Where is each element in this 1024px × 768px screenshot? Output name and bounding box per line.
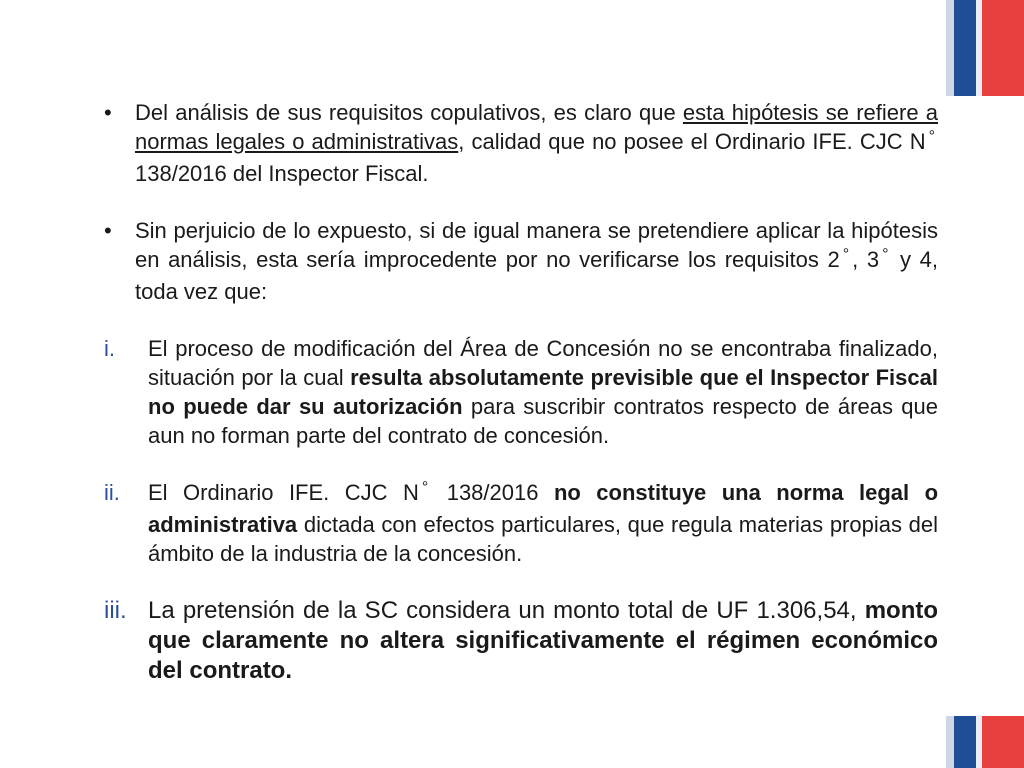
flag-decoration-top [946,0,1024,96]
bold-text: monto que claramente no altera significativamente el régimen económico del contrato. [148,597,938,684]
item-number: i. [104,336,115,361]
flag-decoration-bottom [946,716,1024,768]
bullet-icon: • [104,218,112,243]
bullet-icon: • [104,100,112,125]
flag-shade [946,716,954,768]
degree-symbol: ° [928,128,935,145]
bold-text: no constituye una norma legal o administrativa [148,480,939,537]
degree-symbol: ° [842,246,850,263]
bold-text: resulta absolutamente previsible que el Inspector Fiscal no puede dar su autorización [148,365,938,419]
bullet-paragraph-1 [104,98,938,188]
underlined-text: esta hipótesis se refiere a normas legales o administrativas [135,100,938,154]
bullet-text: Sin perjuicio de lo expuesto, si de igual manera se pretendiere aplicar la hipótesis en análisis, esta sería improcedente por no verificarse los requisitos 2 ° , 3 ° y 4, toda vez que: [135,218,939,304]
numbered-item-ii [104,478,938,568]
degree-symbol: ° [882,246,889,263]
slide-content [104,98,938,714]
flag-shade [946,0,954,96]
numbered-item-iii [104,596,938,686]
item-number: ii. [104,480,120,505]
item-text: La pretensión de la SC considera un monto total de UF 1.306,54, monto que claramente no altera significativamente el régimen económico del contrato. [148,597,938,684]
bullet-paragraph-2 [104,216,938,306]
flag-red-stripe [982,0,1024,96]
bullet-text: Del análisis de sus requisitos copulativos, es claro que esta hipótesis se refiere a normas legales o administrativas, calidad que no posee el Ordinario IFE. CJC N ° 138/2016 del Inspector Fiscal. [135,100,938,186]
item-number: iii. [104,597,127,624]
item-text: El proceso de modificación del Área de Concesión no se encontraba finalizado, situación por la cual resulta absolutamente previsible que el Inspector Fiscal no puede dar su autorización para suscribir contratos respecto de áreas que aun no forman parte del contrato de concesión. [148,336,938,448]
numbered-item-i [104,334,938,450]
flag-red-stripe [982,716,1024,768]
item-text: El Ordinario IFE. CJC N ° 138/2016 no constituye una norma legal o administrativa dictada con efectos particulares, que regula materias propias del ámbito de la industria de la concesión. [148,479,939,566]
degree-symbol: ° [421,479,429,496]
